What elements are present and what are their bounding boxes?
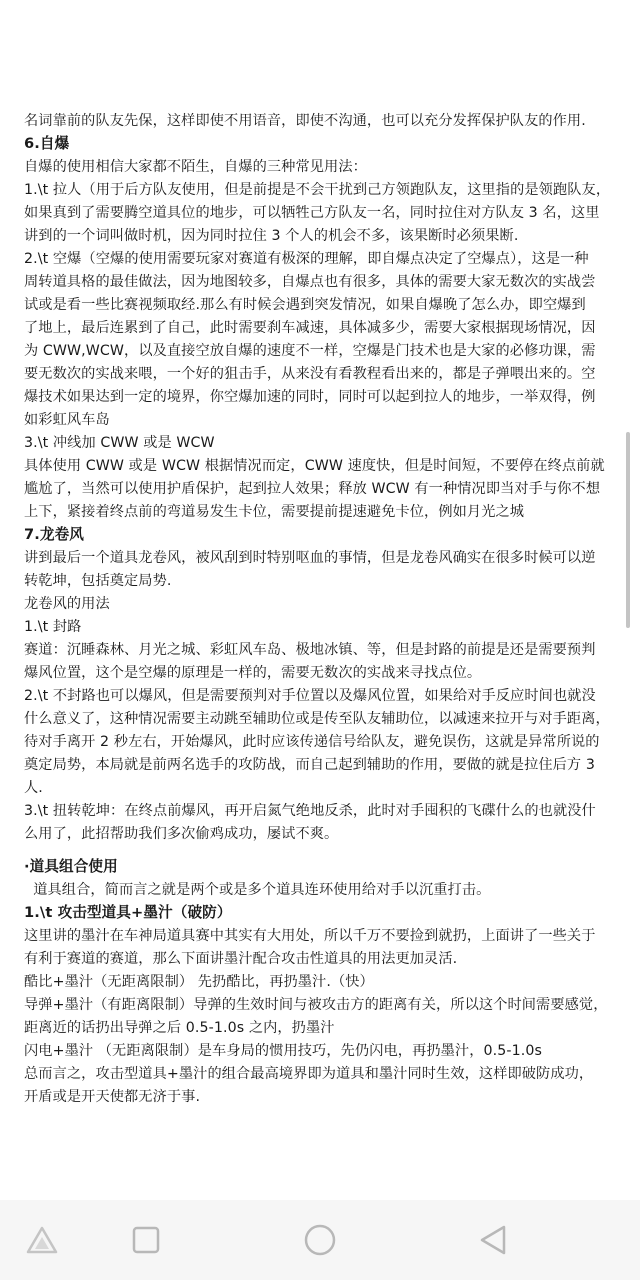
triangle-back-icon[interactable] <box>474 1220 514 1260</box>
section-heading: 1.\t 攻击型道具+墨汁（破防） <box>24 904 232 921</box>
text-line: 讲到最后一个道具龙卷风，被风刮到时特别呕血的事情，但是龙卷风确实在很多时候可以逆 <box>24 550 596 566</box>
text-line: 待对手离开 2 秒左右，开始爆风，此时应该传递信号给队友，避免误伤，这就是异常所说的 <box>24 734 600 750</box>
text-line: 开盾或是开天使都无济于事. <box>24 1089 201 1105</box>
text-line: 讲到的一个词叫做时机，因为同时拉住 3 个人的机会不多，该果断时必须果断. <box>24 228 519 244</box>
section-heading: 6.自爆 <box>24 135 70 152</box>
text-line: 这里讲的墨汁在车神局道具赛中其实有大用处，所以千万不要捡到就扔，上面讲了一些关于 <box>24 928 596 944</box>
text-line: 爆技术如果达到一定的境界，你空爆加速的同时，同时可以起到拉人的地步，一举双得，例 <box>24 389 596 405</box>
text-line: 总而言之，攻击型道具+墨汁的组合最高境界即为道具和墨汁同时生效，这样即破防成功， <box>24 1066 594 1082</box>
text-line: 周转道具格的最佳做法，因为地图较多，自爆点也有很多，具体的需要大家无数次的实战尝 <box>24 274 596 290</box>
section-heading: 7.龙卷风 <box>24 526 84 543</box>
text-line: 了地上，最后连累到了自己，此时需要刹车减速，具体减多少，需要大家根据现场情况，因 <box>24 320 596 336</box>
navigation-bar <box>0 1200 640 1280</box>
text-line: 有利于赛道的赛道，那么下面讲墨汁配合攻击性道具的用法更加灵活. <box>24 951 458 967</box>
text-line: 道具组合，简而言之就是两个或是多个道具连环使用给对手以沉重打击。 <box>24 882 491 898</box>
text-line: 距离近的话扔出导弹之后 0.5-1.0s 之内，扔墨汁 <box>24 1020 335 1036</box>
text-line: 自爆的使用相信大家都不陌生，自爆的三种常见用法： <box>24 159 367 175</box>
text-line: 如果真到了需要腾空道具位的地步，可以牺牲己方队友一名，同时拉住对方队友 3 名，这里 <box>24 205 600 221</box>
text-line: 龙卷风的用法 <box>24 596 110 612</box>
text-line: 3.\t 冲线加 CWW 或是 WCW <box>24 435 215 451</box>
text-line: 名词靠前的队友先保，这样即使不用语音，即使不沟通，也可以充分发挥保护队友的作用. <box>24 113 586 129</box>
text-line: 要无数次的实战来喂，一个好的狙击手，从来没有看教程看出来的，都是子弹喂出来的。空 <box>24 366 596 382</box>
text-line: 为 CWW,WCW，以及直接空放自爆的速度不一样，空爆是门技术也是大家的必修功课，需 <box>24 343 596 359</box>
section-heading: ·道具组合使用 <box>24 858 118 875</box>
text-line: 什么意义了，这种情况需要主动跳至辅助位或是传至队友辅助位，以减速来拉开与对手距离， <box>24 711 610 727</box>
scrollbar[interactable] <box>626 432 630 628</box>
text-line: 转乾坤，包括奠定局势. <box>24 573 172 589</box>
text-line: 试或是看一些比赛视频取经.那么有时候会遇到突发情况，如果自爆晚了怎么办，即空爆到 <box>24 297 586 313</box>
text-line: 奠定局势，本局就是前两名选手的攻防战，而自己起到辅助的作用，要做的就是拉住后方 3 <box>24 757 595 773</box>
text-line: 如彩虹风车岛 <box>24 412 110 428</box>
square-recent-icon[interactable] <box>126 1220 166 1260</box>
text-line: 爆风位置，这个是空爆的原理是一样的，需要无数次的实战来寻找点位。 <box>24 665 482 681</box>
text-line: 3.\t 扭转乾坤：在终点前爆风，再开启氮气绝地反杀，此时对手囤积的飞碟什么的也就没什 <box>24 803 596 819</box>
text-line: 导弹+墨汁（有距离限制）导弹的生效时间与被攻击方的距离有关，所以这个时间需要感觉， <box>24 997 608 1013</box>
triangle-logo-icon[interactable] <box>22 1220 62 1260</box>
text-line: 酷比+墨汁（无距离限制） 先扔酷比，再扔墨汁.（快） <box>24 974 374 990</box>
text-line: 1.\t 封路 <box>24 619 82 635</box>
text-line: 具体使用 CWW 或是 WCW 根据情况而定，CWW 速度快，但是时间短，不要停在终点前就 <box>24 458 605 474</box>
text-line: 人. <box>24 780 43 796</box>
text-line: 闪电+墨汁 （无距离限制）是车身局的惯用技巧，先仍闪电，再扔墨汁，0.5-1.0s <box>24 1043 542 1059</box>
text-line: 尴尬了，当然可以使用护盾保护，起到拉人效果；释放 WCW 有一种情况即当对手与你不想 <box>24 481 601 497</box>
text-line: 2.\t 不封路也可以爆风，但是需要预判对手位置以及爆风位置，如果给对手反应时间也就没 <box>24 688 596 704</box>
text-line: 1.\t 拉人（用于后方队友使用，但是前提是不会干扰到己方领跑队友，这里指的是领跑队友， <box>24 182 611 198</box>
text-line: 赛道：沉睡森林、月光之城、彩虹风车岛、极地冰镇、等，但是封路的前提是还是需要预判 <box>24 642 596 658</box>
circle-home-icon[interactable] <box>300 1220 340 1260</box>
text-line: 2.\t 空爆（空爆的使用需要玩家对赛道有极深的理解，即自爆点决定了空爆点），这是一种 <box>24 251 589 267</box>
text-line: 上下，紧接着终点前的弯道易发生卡位，需要提前提速避免卡位，例如月光之城 <box>24 504 525 520</box>
text-line: 么用了，此招帮助我们多次偷鸡成功，屡试不爽。 <box>24 826 339 842</box>
